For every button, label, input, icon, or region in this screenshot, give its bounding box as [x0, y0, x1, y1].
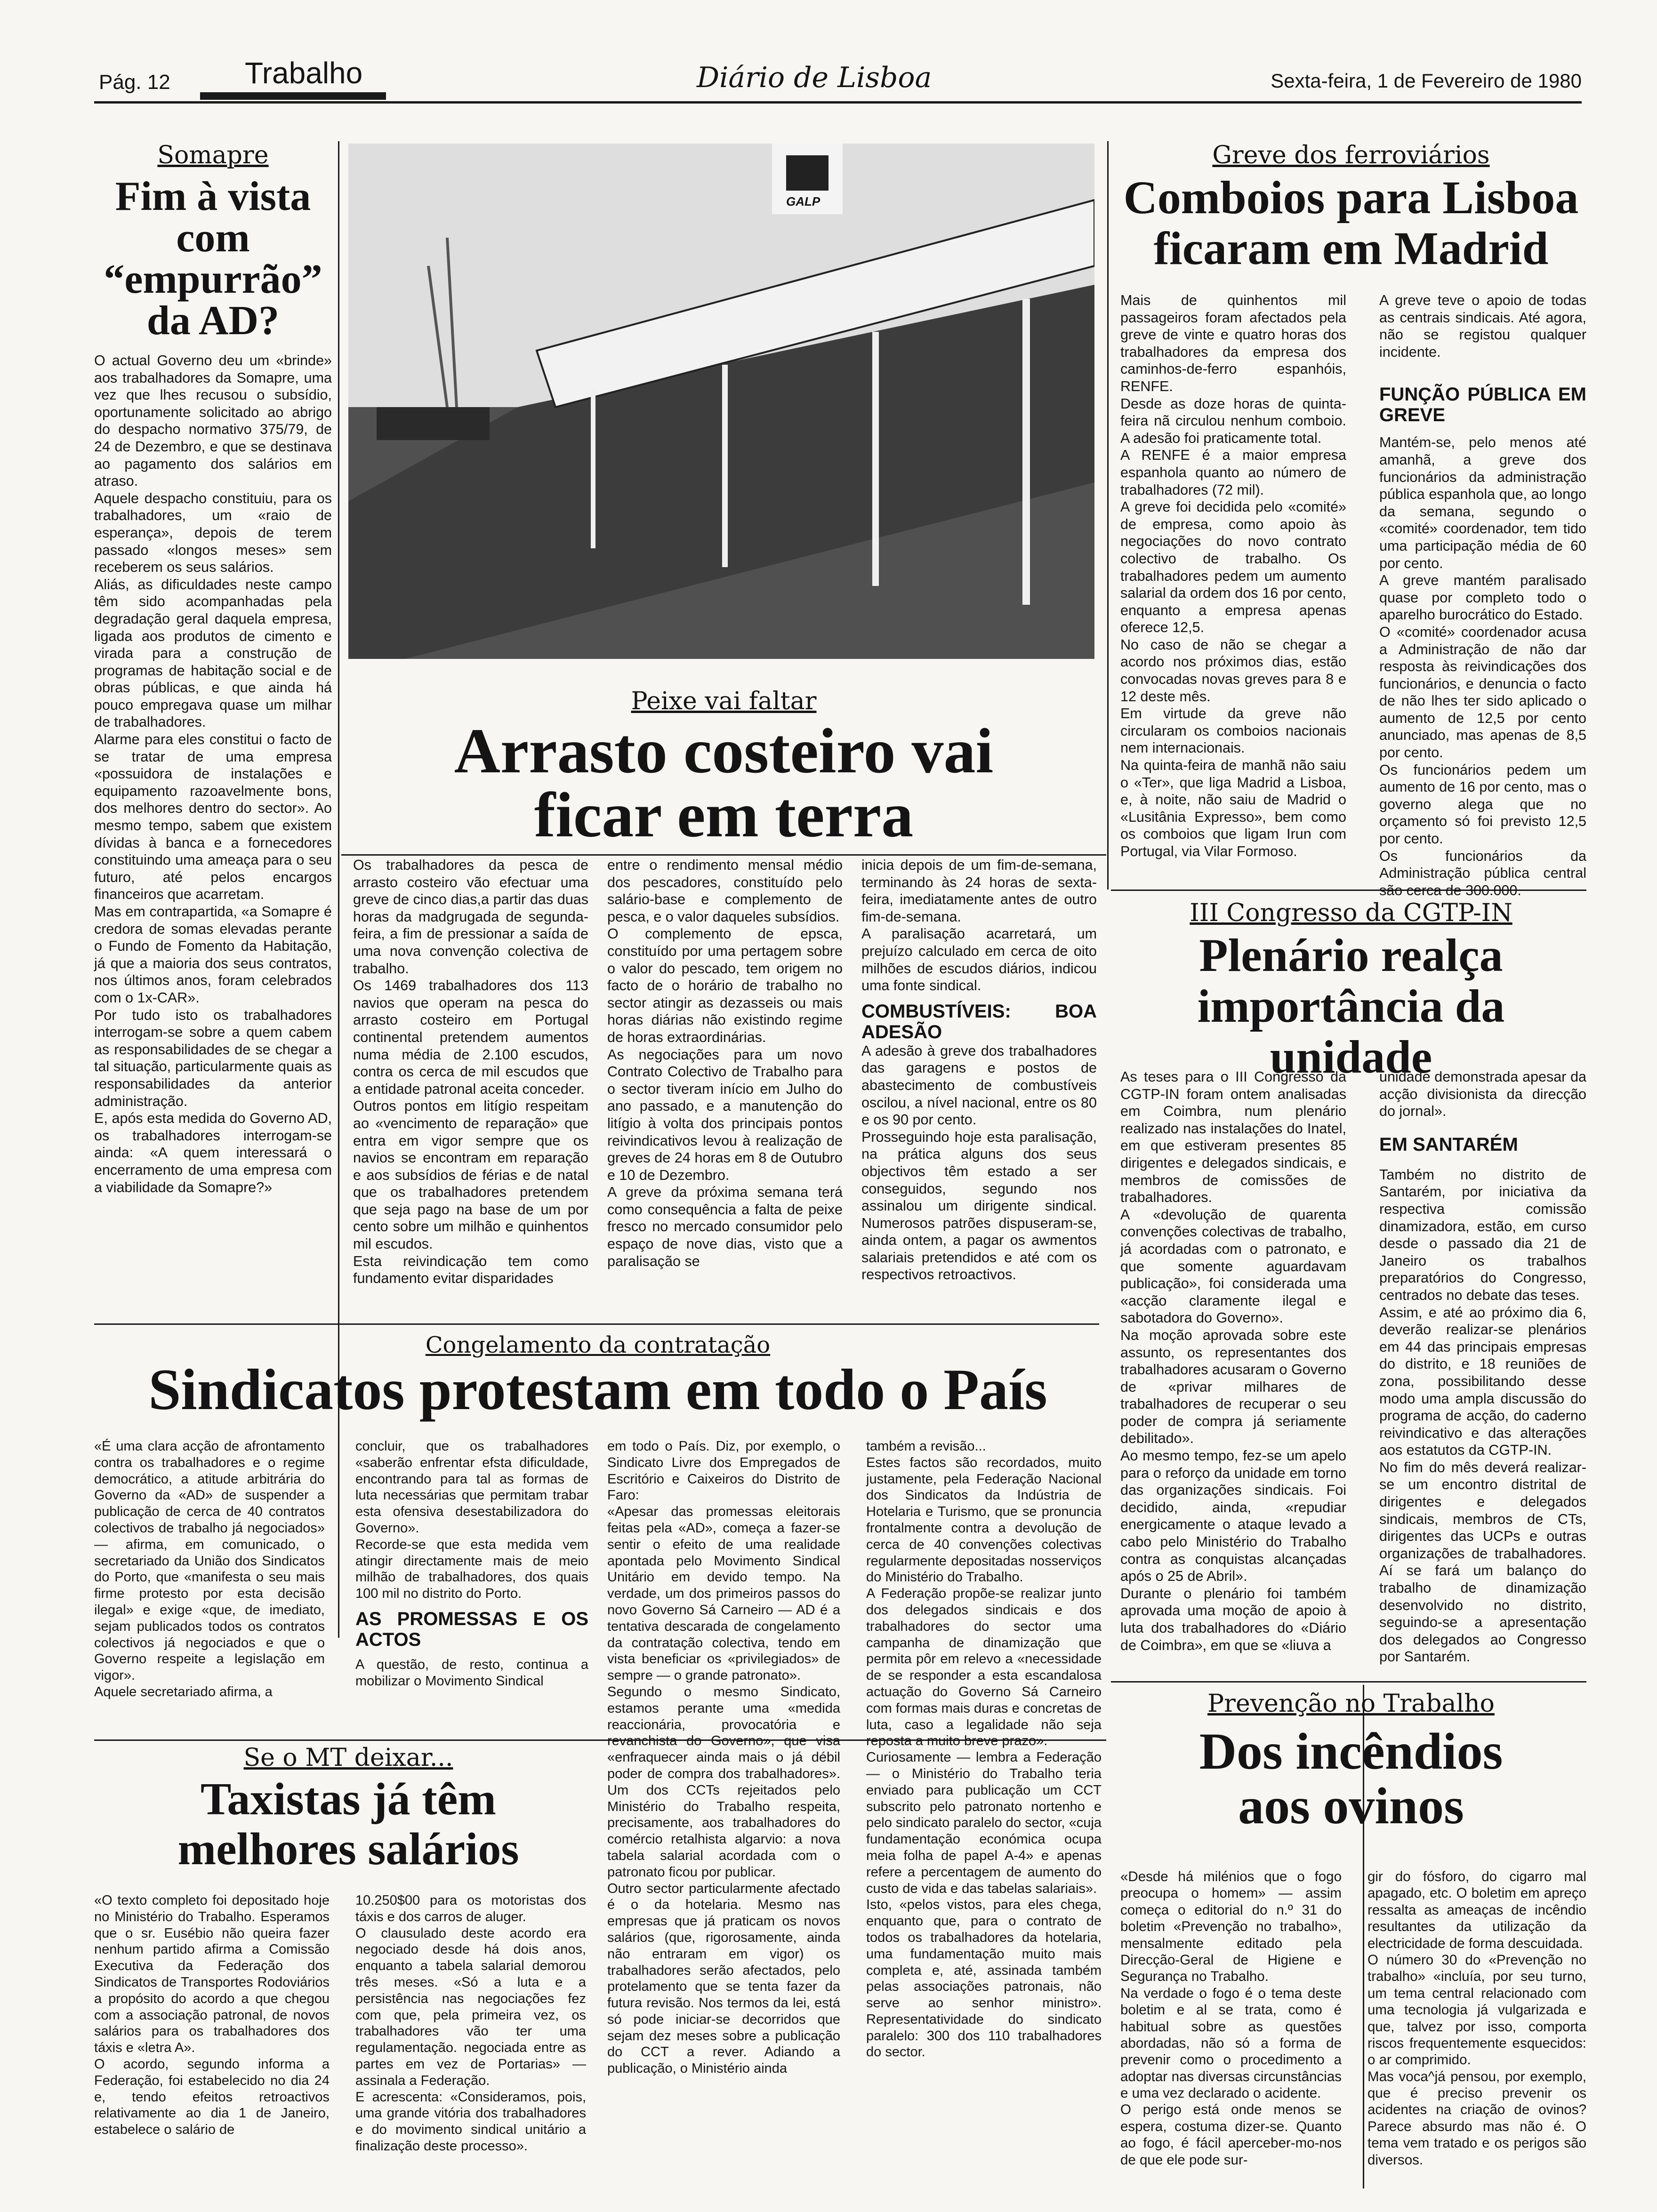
- headline: Taxistas já têm melhores salários: [177, 1774, 519, 1875]
- article-column: [1379, 292, 1586, 899]
- kicker: III Congresso da CGTP-IN: [1190, 899, 1512, 927]
- photo-illustration: [348, 144, 1094, 659]
- column-text: A adesão à greve dos trabalhadores das garagens e postos de abastecimento de combustíveis oscilou, a nível nacional, entre os 80 e os 90 por cento. Prosseguindo hoje esta paralisação, na prática alguns dos seus objectivos têm estado a ser conseguidos, segundo nos assinalou um dirigente sindical. Numerosos patrões dispuseram-se, ainda ontem, a pagar os awmentos salariais pretendidos e até com os respectivos retroactivos.: [861, 1042, 1097, 1283]
- header-rule: [94, 101, 1582, 104]
- gas-station-photo: [348, 144, 1094, 659]
- column-text: A greve teve o apoio de todas as centrais sindicais. Até agora, não se registou qualquer incidente.: [1379, 292, 1586, 360]
- column-text: Também no distrito de Santarém, por iniciativa da respectiva comissão dinamizadora, estão, em curso desde o passado dia 21 de Janeiro os trabalhos preparatórios do Congresso, centrados no debate das teses. Assim, e até ao próximo dia 6, deverão realizar-se plenários em 44 das principais empresas do distrito, e 18 reuniões de zona, possibilitando desse modo uma ampla discussão do programa de acção, do caderno reivindicativo e das alterações aos estatutos da CGTP-IN. No fim do mês deverá realizar-se um encontro distrital de dirigentes e delegados sindicais, membros de CTs, dirigentes das UCPs e outras organizações de trabalhadores. Aí se fará um balanço do trabalho de dinamização desenvolvido no distrito, seguindo-se a apresentação dos delegados ao Congresso por Santarém.: [1379, 1166, 1586, 1665]
- kicker: Peixe vai faltar: [631, 687, 817, 715]
- article-column: em todo o País. Diz, por exemplo, o Sindicato Livre dos Empregados de Escritório e Caixeiros do Distrito de Faro: «Apesar das promessas eleitorais feitas pela «AD», começa a fazer-se sentir o efeito de uma realidade apontada pelo Movimento Sindical Unitário em devido tempo. Na verdade, um dos primeiros passos do novo Governo Sá Carneiro — AD é a tentativa descarada de congelamento da contratação colectiva, tendo em vista beneficiar os «privilegiados» de sempre — o grande patronato». Segundo o mesmo Sindicato, estamos perante uma «medida reaccionária, provocatória e revanchista do Governo», que visa «enfraquecer ainda mais o já débil poder de compra dos trabalhadores». Um dos CCTs rejeitados pelo Ministério do Trabalho respeita, precisamente, aos trabalhadores do comércio retalhista algarvio: a nova tabela salarial acordada com o patronato ficou por publicar. Outro sector particularmente afectado é o da hotelaria. Mesmo nas empresas que já praticam os novos salários (que, rigorosamente, ainda não entraram em vigor) os trabalhadores serão afectados, pelo protelamento que se tenta fazer da futura revisão. Nos termos da lei, está só pode iniciar-se decorridos que sejam dez meses sobre a publicação do CCT a rever. Adiando a publicação, o Ministério ainda: [607, 1439, 840, 2076]
- column-text: unidade demonstrada apesar da acção divisionista da direcção do jornal».: [1379, 1069, 1586, 1120]
- article-column: 10.250$00 para os motoristas dos táxis e dos carros de aluger. O clausulado deste acordo era negociado desde há dois anos, enquanto a tabela salarial demorou três meses. «Só a luta e a persistência nas negociações fez com que, pela primeira vez, os trabalhadores vão ter uma regulamentação. negociada entre as partes em vez de Portarias» — assinala a Federação. E acrescenta: «Consideramos, pois, uma grande vitória dos trabalhadores e do movimento sindical unitário a finalização deste processo».: [355, 1893, 586, 2154]
- article-column: As teses para o III Congresso da CGTP-IN foram ontem analisadas em Coimbra, num plenário realizado nas instalações do Inatel, em que estiveram presentes 85 dirigentes e delegados sindicais, e membros de comissões de trabalhadores. A «devolução de quarenta convenções colectivas de trabalho, já acordadas com o patronato, e que somente aguardavam publicação», foi considerada uma «acção claramente ilegal e sabotadora do Governo». Na moção aprovada sobre este assunto, os representantes dos trabalhadores acusaram o Governo de «privar milhares de trabalhadores de recuperar o seu poder de compra já seriamente debilitado». Ao mesmo tempo, fez-se um apelo para o reforço da unidade em torno das organizações sindicais. Foi decidido, ainda, «repudiar energicamente o ataque levado a cabo pelo Ministério do Trabalho contra as conquistas alcançadas após o 25 de Abril». Durante o plenário foi também aprovada uma moção de apoio à luta dos trabalhadores do «Diário de Coimbra», em que se «liuva a: [1120, 1069, 1346, 1653]
- article-column: «Desde há milénios que o fogo preocupa o homem» — assim começa o editorial do n.º 31 do boletim «Prevenção no trabalho», mensalmente editado pela Direcção-Geral de Higiene e Segurança no Trabalho. Na verdade o fogo é o tema deste boletim e al se trata, como é habitual sobre as questões abordadas, não só a forma de prevenir como o procedimento a adoptar nas diversas circunstâncias e uma vez declarado o acidente. O perigo está onde menos se espera, costuma dizer-se. Quanto ao fogo, é fácil aperceber-mo-nos de que ele pode sur-: [1120, 1869, 1342, 2168]
- section-divider: [94, 1323, 1099, 1325]
- arrasto-article: [348, 687, 1099, 1287]
- headline: Dos incêndios aos ovinos: [1199, 1723, 1503, 1835]
- comboios-article: [1116, 141, 1586, 898]
- article-column: [861, 857, 1097, 1283]
- kicker: Prevenção no Trabalho: [1207, 1690, 1495, 1718]
- section-divider: [1111, 1681, 1586, 1683]
- incendios-article: [1116, 1690, 1586, 2168]
- subheading: COMBUSTÍVEIS: BOA ADESÃO: [861, 1001, 1097, 1042]
- subheading: AS PROMESSAS E OS ACTOS: [355, 1608, 588, 1650]
- kicker: Se o MT deixar...: [243, 1744, 453, 1772]
- headline: Fim à vista com “empurrão” da AD?: [104, 174, 322, 344]
- headline: Sindicatos protestam em todo o País: [148, 1357, 1047, 1422]
- column-divider: [1107, 141, 1109, 890]
- kicker: Greve dos ferroviários: [1212, 141, 1490, 169]
- article-column: «O texto completo foi depositado hoje no Ministério do Trabalho. Esperamos que o sr. Eusébio não queira fazer nenhum partido afirma a Comissão Executiva da Federação dos Sindicatos de Transportes Rodoviários a propósito do acordo a que chegou com a associação patronal, de novos salários para os trabalhadores dos táxis e «letra A». O acordo, segundo informa a Federação, foi estabelecido no dia 24 e, tendo efeitos retroactivos relativamente ao dia 1 de Janeiro, estabelece o salário de: [94, 1893, 330, 2138]
- column-text: Mantém-se, pelo menos até amanhã, a greve dos funcionários da administração pública espanhola que, ao longo da semana, segundo o «comité» coordenador, tem tido uma participação média de 60 por cento. A greve mantém paralisado quase por completo todo o aparelho burocrático do Estado. O «comité» coordenador acusa a Administração de não dar resposta às reivindicações dos funcionários, e denuncia o facto de não lhes ter sido aplicado o aumento de 12,5 por cento anunciado, mas apenas de 8,5 por cento. Os funcionários pedem um aumento de 16 por cento, mas o governo alega que no orçamento só foi previsto 12,5 por cento. Os funcionários da Administração pública central são cerca de 300.000.: [1379, 434, 1586, 898]
- page-number: Pág. 12: [99, 71, 170, 94]
- article-column: [1379, 1068, 1586, 1666]
- article-column: Mais de quinhentos mil passageiros foram afectados pela greve de vinte e quatro horas dos trabalhadores da empresa dos caminhos-de-ferro espanhóis, RENFE. Desde as doze horas de quinta-feira nã circulou nenhum comboio. A adesão foi praticamente total. A RENFE é a maior empresa espanhola quanto ao número de trabalhadores (72 mil). A greve foi decidida pelo «comité» de empresa, como apoio às negociações do novo contrato colectivo de trabalho. Os trabalhadores pedem um aumento salarial da ordem dos 16 por cento, enquanto a empresa apenas oferece 12,5. No caso de não se chegar a acordo nos próximos dias, estão convocadas novas greves para 8 e 12 deste mês. Em virtude da greve não circularam os comboios nacionais nem internacionais. Na quinta-feira de manhã não saiu o «Ter», que liga Madrid a Lisboa, e, à noite, não saiu de Madrid o «Lusitânia Expresso», bem como os comboios que ligam Irun com Portugal, via Vilar Formoso.: [1120, 292, 1346, 859]
- article-column: também a revisão... Estes factos são recordados, muito justamente, pela Federação Nacional dos Sindicatos da Indústria de Hotelaria e Turismo, que se pronuncia frontalmente contra a devolução de cerca de 40 convenções colectivas regularmente depositadas nosserviços do Ministério do Trabalho. A Federação propõe-se realizar junto dos delegados sindicais e dos trabalhadores do sector uma campanha de dinamização que permita pôr em relevo a «necessidade de se responder a esta escandalosa actuação do Governo Sá Carneiro com formas mais duras e concretas de luta, caso a legalidade não seja reposta a muito breve prazo». Curiosamente — lembra a Federação — o Ministério do Trabalho teria enviado para publicação um CCT subscrito pelo patronato nortenho e pelo sindicato paralelo do sector, «cuja fundamentação económica ocupa meia folha de papel A-4» e apenas refere a percentagem de aumento do custo de vida e das tabelas salariais». Isto, «pelos vistos, para eles chega, enquanto que, para o contrato de todos os trabalhadores da hotelaria, uma fundamentação muito mais completa e, até, assinada também pelas associações patronais, não serve ao senhor ministro». Representatividade do sindicato paralelo: 300 dos 110 trabalhadores do sector.: [866, 1439, 1102, 2060]
- article-body: O actual Governo deu um «brinde» aos trabalhadores da Somapre, uma vez que lhes recusou o subsídio, oportunamente solicitado ao abrigo do despacho normativo 375/79, de 24 de Dezembro, e que se destinava ao pagamento dos salários em atraso. Aquele despacho constituiu, para os trabalhadores, um «raio de esperança», depois de terem passado «longos meses» sem receberem os seus salários. Aliás, as dificuldades neste campo têm sido acompanhadas pela degradação geral daquela empresa, ligada aos produtos de cimento e virada para a construção de programas de habitação social e de obras públicas, e que ainda há pouco empregava quase um milhar de trabalhadores. Alarme para eles constitui o facto de se tratar de uma empresa «possuidora de instalações e equipamento razoavelmente bons, dos melhores dentro do sector». Ao mesmo tempo, sabem que existem dívidas à banca e a fornecedores constituindo uma ameaça para o seu futuro, até pelos encargos financeiros que acarretam. Mas em contrapartida, «a Somapre é credora de somas elevadas perante o Fundo de Fomento da Habitação, já que a maioria dos seus contratos, nos últimos anos, foram celebrados com o 1x-CAR». Por tudo isto os trabalhadores interrogam-se sobre a quem cabem as responsabilidades de se chegar a tal situação, particularmente quais as responsabilidades da anterior administração. E, após esta medida do Governo AD, os trabalhadores interrogam-se ainda: «A quem interessará o encerramento de uma empresa com a viabilidade da Somapre?»: [94, 353, 332, 1195]
- masthead: Diário de Lisboa: [697, 61, 932, 94]
- kicker: Somapre: [157, 141, 269, 169]
- column-text: A questão, de resto, continua a mobilizar o Movimento Sindical: [355, 1657, 588, 1689]
- subheading: FUNÇÃO PÚBLICA EM GREVE: [1379, 384, 1586, 426]
- subheading: EM SANTARÉM: [1379, 1134, 1518, 1155]
- column-text: concluir, que os trabalhadores «saberão enfrentar efsta dificuldade, encontrando para tal as formas de luta necessárias que permitam trabar esta ofensiva desestabilizadora do Governo». Recorde-se que esta medida vem atingir directamente mais de meio milhão de trabalhadores, dos quais 100 mil no distrito do Porto.: [355, 1439, 588, 1602]
- photo-sign-label: GALP: [786, 194, 820, 208]
- somapre-article: [94, 141, 332, 1196]
- column-text: inicia depois de um fim-de-semana, terminando às 24 horas de sexta-feira, imediatamente antes de outro fim-de-semana. A paralisação acarretará, um prejuízo calculado em cerca de oito milhões de escudos diários, indicou uma fonte sindical.: [861, 857, 1097, 994]
- article-column: Os trabalhadores da pesca de arrasto costeiro vão efectuar uma greve de cinco dias,a partir das duas horas da madgrugada de segunda-feira, a fim de pressionar a saída de uma nova convenção colectiva de trabalho. Os 1469 trabalhadores dos 113 navios que operam na pesca do arrasto costeiro em Portugal continental pretendem aumentos numa média de 2.100 escudos, contra os cerca de mil escudos que a entidade patronal aceita conceder. Outros pontos em litígio respeitam ao «vencimento de reparação» que entra em vigor sempre que os navios se encontram em reparação e aos subsídios de férias e de natal que os trabalhadores pretendem que seja pago na base de um por cento sobre um milhão e quinhentos mil escudos. Esta reivindicação tem como fundamento evitar disparidades: [353, 857, 588, 1287]
- article-column: entre o rendimento mensal médio dos pescadores, constituído pelo salário-base e complemento de pesca, e o valor daqueles subsídios. O complemento de epsca, constituído por uma pertagem sobre o valor do pescado, tem origem no facto de o horário de trabalho no sector atingir as dezasseis ou mais horas diárias não existindo regime de horas extraordinárias. As negociações para um novo Contrato Colectivo de Trabalho para o sector tiveram início em Julho do ano passado, e a manutenção do litígio à volta dos principais pontos reivindicativos levou à realização de greves de 24 horas em 8 de Outubro e 10 de Dezembro. A greve da próxima semana terá como consequência a falta de peixe fresco no mercado consumidor pelo espaço de nove dias, visto que a paralisação se: [607, 857, 843, 1269]
- section-underline: [200, 92, 386, 100]
- issue-date: Sexta-feira, 1 de Fevereiro de 1980: [1271, 70, 1582, 92]
- headline: Comboios para Lisboa ficaram em Madrid: [1123, 171, 1579, 274]
- article-column: «É uma clara acção de afrontamento contra os trabalhadores e o regime democrático, a atitude arbitrária do Governo da «AD» de suspender a publicação de cerca de 40 contratos colectivos de trabalho já negociados» — afirma, em comunicado, o secretariado da União dos Sindicatos do Porto, que «manifesta o seu mais firme protesto por esta decisão ilegal» e exige «que, de imediato, sejam publicados todos os contratos colectivos já negociados e que o Governo respeite a legislação em vigor». Aquele secretariado afirma, a: [94, 1439, 325, 1699]
- article-column: gir do fósforo, do cigarro mal apagado, etc. O boletim em apreço ressalta as ameaças de incêndio resultantes da utilização da electricidade de forma descuidada. O número 30 do «Prevenção no trabalho» «incluía, por seu turno, um tema central relacionado com uma tecnologia já vulgarizada e que, talvez por isso, comporta riscos frequentemente esquecidos: o ar comprimido. Mas voca^já pensou, por exemplo, que é preciso prevenir os acidentes na criação de ovinos? Parece absurdo mas não é. O tema vem tratado e os perigos são diversos.: [1367, 1869, 1586, 2168]
- headline: Plenário realça importância da unidade: [1197, 929, 1505, 1083]
- cgtp-article: [1116, 899, 1586, 1665]
- headline: Arrasto costeiro vai ficar em terra: [454, 716, 994, 850]
- article-column: [355, 1438, 588, 1690]
- kicker: Congelamento da contratação: [425, 1332, 771, 1358]
- section-divider: [341, 854, 1106, 856]
- section-title: Trabalho: [245, 56, 363, 90]
- taxistas-article: [94, 1744, 603, 2154]
